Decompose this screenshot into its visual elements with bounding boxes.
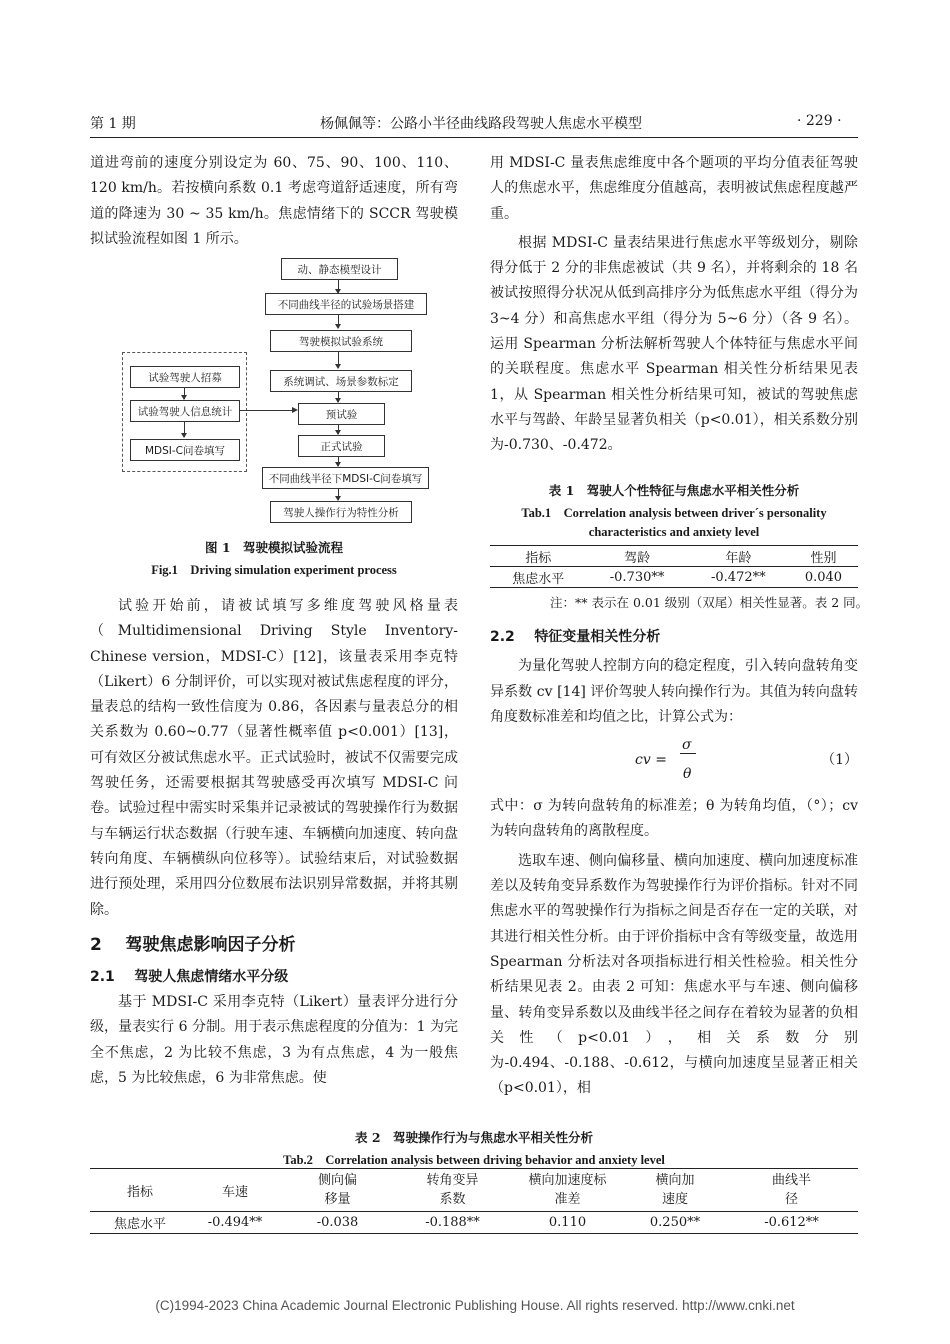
formula-denominator: θ [683, 766, 692, 783]
table-1-header: 驾龄 [624, 550, 651, 566]
page-number: · 229 · [797, 113, 842, 129]
table-2-header: 转角变异系数 [426, 1173, 479, 1207]
section-2-1-number: 2.1 [90, 968, 115, 985]
table-2-row [90, 1212, 858, 1234]
table-1-header: 年龄 [725, 550, 752, 566]
table-2-header: 车速 [221, 1184, 248, 1200]
right-para-4: 式中：σ 为转向盘转角的标准差；θ 为转角均值，（°）；cv 为转向盘转角的离散程度。 [490, 798, 858, 840]
flow-arrow [338, 315, 339, 328]
right-para-5: 选取车速、侧向偏移量、横向加速度、横向加速度标准差以及转角变异系数作为驾驶操作行为评价指标。针对不同焦虑水平的驾驶操作行为指标之间是否存在一定的关联，对其进行相关性分析。由于评价指标中含有等级变量，故选用 Spearman 分析法对各项指标进行相关性检验。相关性分析结果见表 2。由表 2 可知：焦虑水平与车速、侧向偏移量、转角变异系数以及曲线半径之间存在着较为显著的负相关性（p<0.01），相关系数分别为-0.494、-0.188、-0.612，与横向加速度呈显著正相关（p<0.01），相 [490, 852, 858, 1097]
left-para-1: 道进弯前的速度分别设定为 60、75、90、100、110、120 km/h。若按横向系数 0.1 考虑弯道舒适速度，所有弯道的降速为 30 ~ 35 km/h。焦虑情绪下的 SCCR 驾驶模拟试验流程如图 1 所示。 [90, 155, 458, 247]
table-2-cell: 焦虑水平 [113, 1217, 166, 1232]
flow-arrow [338, 489, 339, 500]
table-1-note: 注：** 表示在 0.01 级别（双尾）相关性显著。表 2 同。 [550, 595, 869, 610]
fraction-bar [680, 753, 696, 754]
table-1-cell: 焦虑水平 [512, 571, 565, 587]
flow-box-2: 不同曲线半径的试验场景搭建 [265, 293, 427, 315]
table-1-row [490, 567, 858, 588]
flow-arrow [338, 352, 339, 368]
table-1 [490, 545, 858, 588]
flow-box-7: 不同曲线半径下MDSI-C问卷填写 [262, 467, 429, 489]
flow-arrow [338, 457, 339, 466]
table-2-header-row [90, 1169, 858, 1212]
side-box-3: MDSI-C问卷填写 [130, 439, 240, 461]
table-1-cell: -0.472** [711, 569, 766, 585]
flow-arrow [184, 388, 185, 399]
copyright-footer: (C)1994-2023 China Academic Journal Electronic Publishing House. All rights reserved. http://www.cnki.net [155, 1298, 795, 1313]
table-2-cell: 0.110 [548, 1215, 587, 1230]
side-box-2: 试验驾驶人信息统计 [130, 400, 240, 422]
side-connector [239, 410, 293, 411]
section-2-heading [90, 930, 458, 960]
table-2-cell: -0.494** [207, 1215, 263, 1230]
table-2-header: 侧向偏移量 [317, 1173, 357, 1207]
table-2-cell: -0.188** [425, 1215, 480, 1230]
right-col-lower [490, 625, 858, 1102]
right-para-2: 根据 MDSI-C 量表结果进行焦虑水平等级划分，剔除得分低于 2 分的非焦虑被试（共 9 名），并将剩余的 18 名被试按照得分状况从低到高排序分为低焦虑水平组（得分为 3~4 分）和高焦虑水平组（得分为 5~6 分）（各 9 名）。运用 Spearman 分析法解析驾驶人个体特征与焦虑水平间的关联程度。焦虑水平 Spearman 相关性分析结果见表 1，从 Spearman 相关性分析结果可知，被试的驾驶焦虑水平与驾龄、年龄呈显著负相关（p<0.01），相关系数分别为-0.730、-0.472。 [490, 234, 858, 454]
table-2-header: 指标 [126, 1184, 153, 1200]
table-2-title-cn: 表 2 驾驶操作行为与焦虑水平相关性分析 [354, 1130, 594, 1145]
table-2-cell: 0.250** [649, 1215, 701, 1230]
flow-box-4: 系统调试、场景参数标定 [270, 370, 412, 392]
section-2-number: 2 [90, 934, 102, 955]
formula-number: （1） [821, 752, 858, 769]
table-1-title-cn: 表 1 驾驶人个性特征与焦虑水平相关性分析 [548, 483, 800, 498]
flow-box-6: 正式试验 [298, 435, 385, 457]
formula-lhs: cv = [635, 752, 667, 769]
table-1-header: 指标 [525, 550, 552, 566]
flow-box-1: 动、静态模型设计 [281, 258, 398, 280]
equation-1 [490, 730, 858, 794]
flow-arrow [338, 392, 339, 402]
flow-arrow [338, 280, 339, 293]
flow-box-5: 预试验 [298, 403, 385, 425]
section-2-1-heading [90, 965, 458, 990]
table-2-cell: -0.038 [316, 1215, 359, 1230]
section-2-2-heading [490, 625, 858, 650]
flow-arrow [184, 422, 185, 437]
left-para-2: 试验开始前，请被试填写多维度驾驶风格量表（Multidimensional Driving Style Inventory-Chinese version，MDSI-C）[12]，该量表采用李克特（Likert）6 分制评价，可以实现对被试焦虑程度的评分，量表总的结构一致性信度为 0.86，各因素与量表总分的相关系数为 0.60~0.77（显著性概率值 p<0.001）[13]，可有效区分被试焦虑水平。正式试验时，被试不仅需要完成驾驶任务，还需要根据其驾驶感受再次填写 MDSI-C 问卷。试验过程中需实时采集并记录被试的驾驶操作行为数据与车辆运行状态数据（行驶车速、车辆横向加速度、转向盘转向角度、车辆横纵向位移等）。试验结束后，对试验数据进行预处理，采用四分位数展布法识别异常数据，并将其剔除。 [90, 598, 458, 918]
table-2-header: 横向加速度 [655, 1173, 695, 1207]
figure-1-caption-cn: 图 1 驾驶模拟试验流程 [204, 540, 344, 555]
section-2-2-title: 特征变量相关性分析 [534, 629, 661, 645]
issue-number: 第 1 期 [90, 116, 136, 132]
right-para-1: 用 MDSI-C 量表焦虑维度中各个题项的平均分值表征驾驶人的焦虑水平，焦虑维度分值越高，表明被试焦虑程度越严重。 [490, 155, 858, 222]
table-2-cell: -0.612** [764, 1215, 819, 1230]
side-connector-arrowhead [292, 407, 298, 413]
table-2-header: 曲线半径 [771, 1173, 811, 1207]
table-1-header-row [490, 546, 858, 567]
table-1-header: 性别 [810, 550, 837, 566]
left-col-lower [90, 594, 458, 1091]
table-1-title-en-2: characteristics and anxiety level [588, 525, 760, 539]
flow-box-3: 驾驶模拟试验系统 [270, 330, 412, 352]
side-box-1: 试验驾驶人招募 [130, 366, 240, 388]
section-2-title: 驾驶焦虑影响因子分析 [125, 934, 296, 955]
table-1-cell: 0.040 [804, 569, 843, 585]
flow-box-8: 驾驶人操作行为特性分析 [270, 501, 412, 523]
header-rule [90, 137, 858, 138]
left-para-3: 基于 MDSI-C 采用李克特（Likert）量表评分进行分级，量表实行 6 分制。用于表示焦虑程度的分值为：1 为完全不焦虑，2 为比较不焦虑，3 为有点焦虑，4 为一般焦虑，5 为比较焦虑，6 为非常焦虑。使 [90, 994, 458, 1087]
flow-arrow [338, 425, 339, 434]
table-2-title-en: Tab.2 Correlation analysis between driving behavior and anxiety level [283, 1153, 665, 1167]
running-title: 杨佩佩等：公路小半径曲线路段驾驶人焦虑水平模型 [320, 116, 642, 132]
table-2-header: 横向加速度标准差 [528, 1173, 607, 1207]
left-col-top [90, 151, 458, 252]
table-1-cell: -0.730** [609, 569, 665, 585]
right-para-3: 为量化驾驶人控制方向的稳定程度，引入转向盘转角变异系数 cv [14] 评价驾驶人转向操作行为。其值为转向盘转角度数标准差和均值之比，计算公式为： [490, 658, 858, 725]
right-col-top [490, 151, 858, 459]
figure-1-caption-en: Fig.1 Driving simulation experiment process [151, 563, 397, 577]
section-2-1-title: 驾驶人焦虑情绪水平分级 [134, 968, 289, 985]
table-2 [90, 1168, 858, 1234]
section-2-2-number: 2.2 [490, 629, 515, 645]
table-1-title-en-1: Tab.1 Correlation analysis between driver´s personality [521, 506, 827, 520]
formula-numerator: σ [682, 737, 692, 754]
